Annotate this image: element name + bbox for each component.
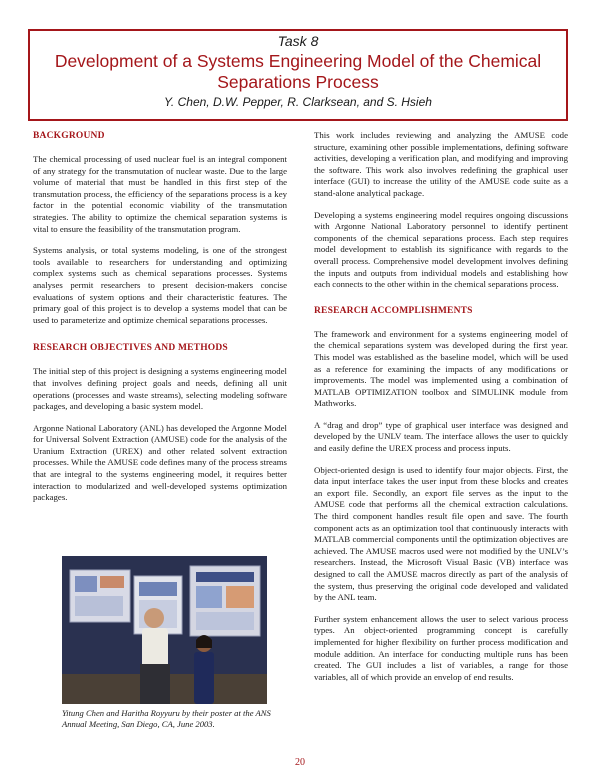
- body-paragraph: Further system enhancement allows the user to select various process types. An object-oriented programming concept is carefully implemented for higher flexibility on further process modification and module addition. An interface for conducting multiple runs has been created. The GUI includes a list of variables, a range for those variables, all of which provide an envelop of end results.: [314, 613, 568, 682]
- task-label: Task 8: [277, 33, 319, 49]
- body-paragraph: Systems analysis, or total systems modeling, is one of the strongest tools available to researchers for understanding and optimizing complex systems such as chemical separations processes. Systems analyses permit researchers to present decision-makers concise evaluations of system options and their characteristic features. The primary goal of this project is to develop a systems model that can be used to parameterize and optimize chemical separations processes.: [33, 245, 287, 325]
- authors-line: Y. Chen, D.W. Pepper, R. Clarksean, and S. Hsieh: [164, 95, 432, 109]
- section-heading-objectives: RESEARCH OBJECTIVES AND METHODS: [33, 343, 228, 354]
- document-title: Development of a Systems Engineering Model of the Chemical Separations Process: [54, 51, 542, 92]
- page-number: 20: [295, 757, 305, 768]
- body-paragraph: The initial step of this project is designing a systems engineering model that involves defining project goals and needs, defining all unit operations (processes and waste streams), selecting modeling software packages, and developing a basic system model.: [33, 366, 287, 412]
- body-paragraph: Argonne National Laboratory (ANL) has developed the Argonne Model for Universal Solvent Extraction (AMUSE) code for the analysis of the Uranium Extraction (UREX) and other related solvent extraction processes. While the AMUSE code defines many of the process streams that are integral to the systems engineering model, it requires better interaction to modularized and well-developed systems optimization packages.: [33, 422, 287, 503]
- body-paragraph: The chemical processing of used nuclear fuel is an integral component of any strategy for the transmutation of nuclear waste. Due to the large volume of material that must be handled in this first step of the transmutation process, the efficiency of the separations process is a key factor in the potential economic viability of the transmutation strategies. The ability to optimize the chemical separation systems is vital to ensure the feasibility of the transmutation program.: [33, 154, 287, 234]
- photo-illustration: [62, 556, 267, 704]
- right-column: [314, 130, 568, 693]
- photo-caption: Yitung Chen and Haritha Royyuru by their poster at the ANS Annual Meeting, San Diego, CA, June 2003.: [62, 708, 271, 729]
- left-column: [33, 130, 287, 514]
- section-heading-background: BACKGROUND: [33, 131, 105, 141]
- body-paragraph: A “drag and drop” type of graphical user interface was designed and developed by the UNLV team. The interface allows the user to quickly and easily define the UREX process and process inputs.: [314, 419, 568, 454]
- body-paragraph: This work includes reviewing and analyzing the AMUSE code structure, examining other possible implementations, defining software activities, developing a verification plan, and modifying and improving the software. This work also involves redefining the graphical user interface (GUI) to increase the utility of the AMUSE code suite as a stand-alone analytical package.: [314, 130, 568, 198]
- body-paragraph: The framework and environment for a systems engineering model of the chemical separations system was developed during the first year. This model was established as the baseline model, which will be used as a reference for examining the impacts of any modifications or improvements. The model was implemented using a combination of MATLAB OPTIMIZATION toolbox and SIMULINK module from Mathworks.: [314, 328, 568, 409]
- body-paragraph: Object-oriented design is used to identify four major objects. First, the data input interface takes the user input from these blocks and creates an export file. Secondly, an export file serves as the input to the AMUSE code that performs all the chemical extraction calculations. The third component handles result file open and save. The fourth component acts as an optimization tool that continuously interacts with MATLAB commercial components until the optimization objectives are achieved. The AMUSE macros used were not modified by the UNLV’s researchers. Instead, the Microsoft Visual Basic (VB) interface was designed to call the AMUSE macros directly as part of the analysis of the system, thus preserving the original code developed and validated by the ANL team.: [314, 464, 568, 603]
- conference-photo: [62, 556, 267, 704]
- title-box: [28, 29, 568, 121]
- body-paragraph: Developing a systems engineering model requires ongoing discussions with Argonne National Laboratory personnel to identify pertinent components of the chemical separations process. Each step requires model development to establish its significance with regards to the overall process. Comprehensive model development involves defining the inputs and outputs from individual models and establishing how each connects to the other within in the chemical separations process.: [314, 209, 568, 290]
- section-heading-accomplishments: RESEARCH ACCOMPLISHMENTS: [314, 305, 473, 316]
